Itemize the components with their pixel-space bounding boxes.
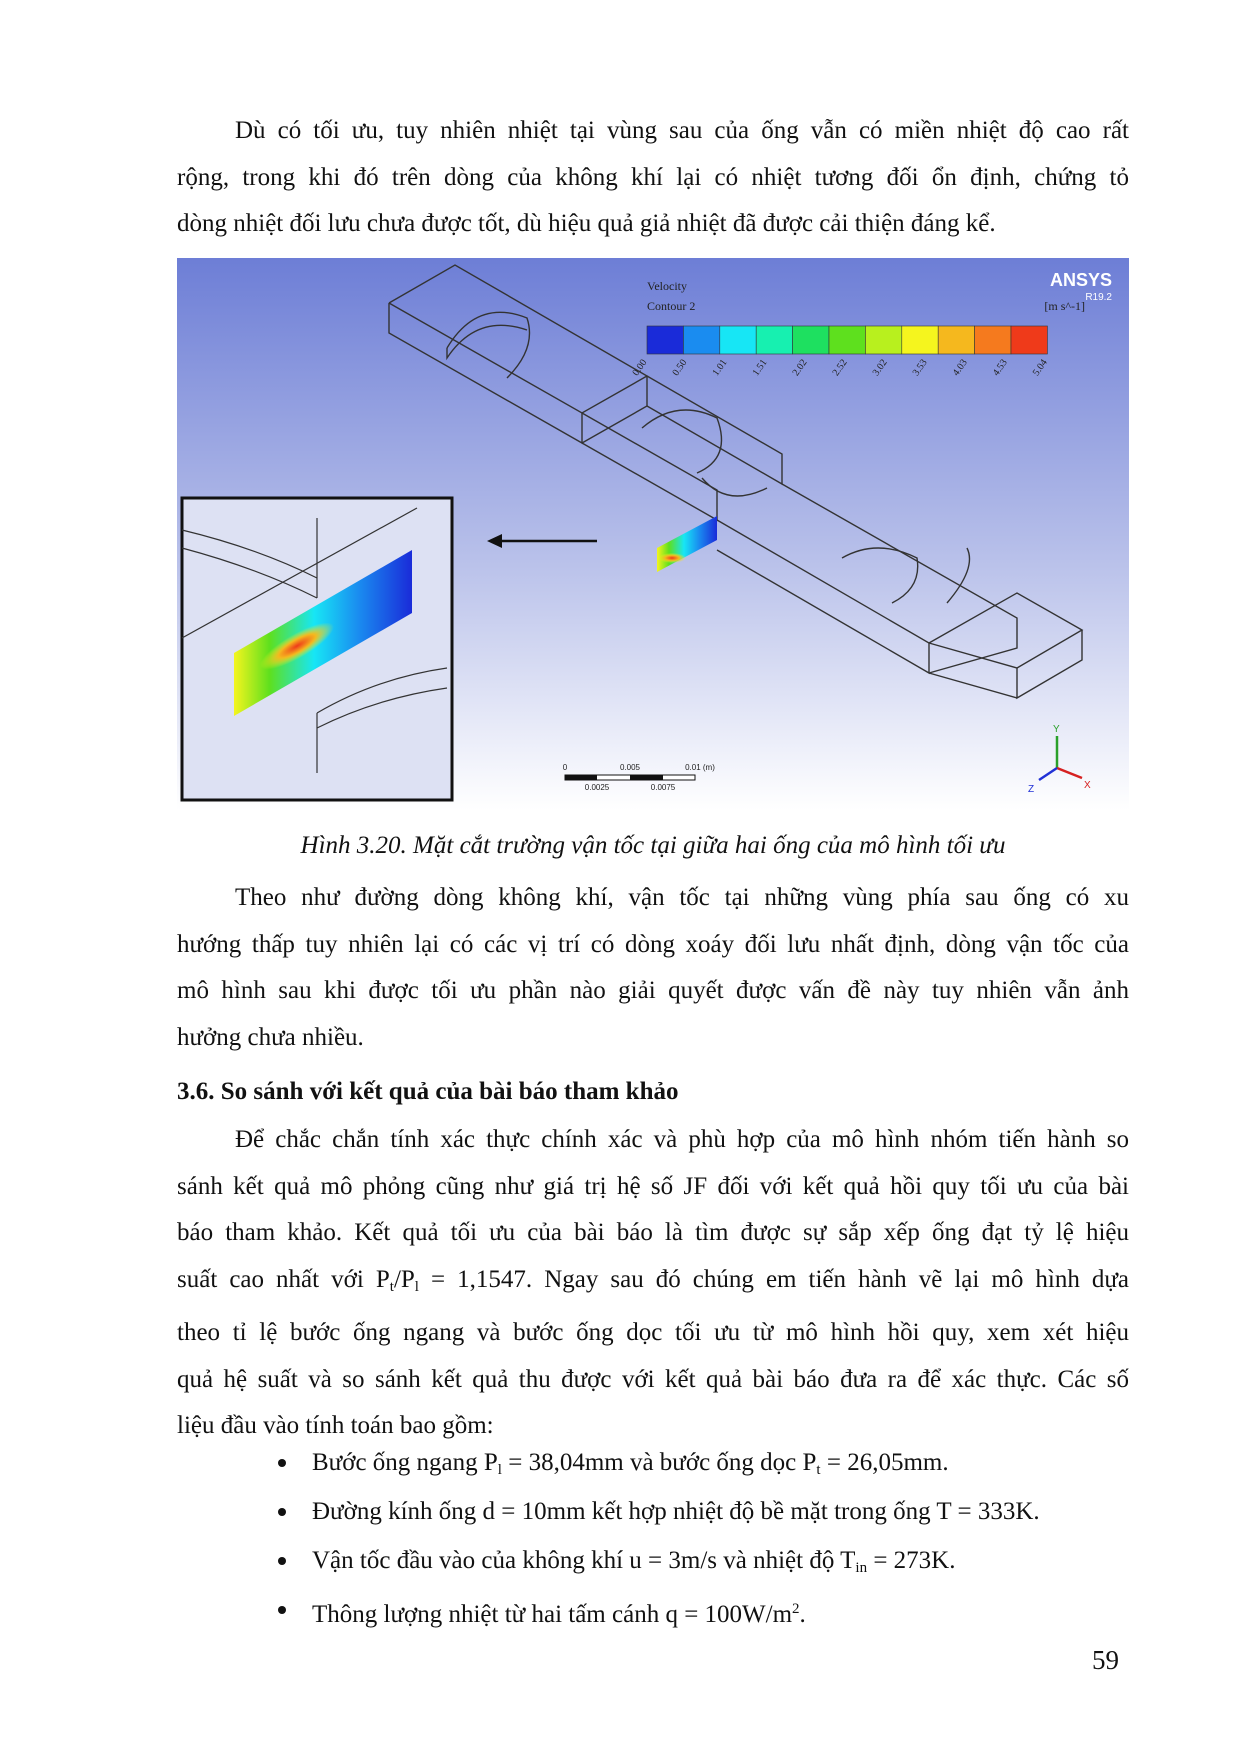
bullet-icon [278, 1606, 286, 1614]
scale-tick: 0.0025 [584, 783, 610, 792]
scale-tick: 0 [562, 763, 568, 772]
list-item [177, 1487, 1129, 1536]
paragraph-3-line: theo tỉ lệ bước ống ngang và bước ống dọc tối ưu từ mô hình hồi quy, xem xét hiệu [177, 1319, 1129, 1346]
paragraph-3-line: sánh kết quả mô phỏng cũng như giá trị hệ số JF đối với kết quả hồi quy tối ưu của bài [177, 1172, 1129, 1200]
colorbar-swatch [793, 326, 829, 354]
text-run: /P [393, 1265, 415, 1293]
paragraph-3-line: liệu đầu vào tính toán bao gồm: [177, 1412, 494, 1439]
colorbar-tick-label: 2.02 [790, 357, 810, 379]
bullet-icon [278, 1459, 286, 1467]
paragraph-2-line: hưởng chưa nhiều. [177, 1023, 364, 1051]
text-run: Vận tốc đầu vào của không khí u = 3m/s và nhiệt độ T [312, 1547, 856, 1574]
legend-title: Velocity [647, 279, 687, 293]
input-parameter-list [177, 1438, 1129, 1634]
colorbar-tick-label: 3.02 [870, 357, 890, 379]
colorbar-swatch [683, 326, 719, 354]
colorbar-swatch [720, 326, 756, 354]
paragraph-1 [177, 108, 1129, 248]
colorbar-swatch [865, 326, 901, 354]
paragraph-1-line: dòng nhiệt đối lưu chưa được tốt, dù hiệu quả giả nhiệt đã được cải thiện đáng kể. [177, 210, 996, 237]
scale-tick: 0.0075 [650, 783, 676, 792]
text-run: . [799, 1601, 806, 1628]
text-run: Thông lượng nhiệt từ hai tấm cánh q = 100W/m [312, 1601, 793, 1628]
figure-caption: Hình 3.20. Mặt cắt trường vận tốc tại giữa hai ống của mô hình tối ưu [300, 832, 1006, 859]
paragraph-2-line: hướng thấp tuy nhiên lại có các vị trí có dòng xoáy đối lưu nhất định, dòng vận tốc của [177, 930, 1129, 958]
paragraph-3 [177, 1117, 1129, 1450]
colorbar-tick-label: 2.52 [830, 357, 850, 379]
colorbar-tick-label: 3.53 [910, 357, 930, 379]
bullet-icon [278, 1557, 286, 1565]
section-heading: 3.6. So sánh với kết quả của bài báo tham khảo [177, 1078, 679, 1105]
axis-label-z: Z [1028, 784, 1035, 795]
colorbar-swatch [647, 326, 683, 354]
colorbar-tick-label: 5.04 [1030, 357, 1050, 379]
zoom-inset [182, 498, 452, 800]
colorbar-swatch [829, 326, 865, 354]
colorbar-swatch [756, 326, 792, 354]
axis-label-x: X [1084, 780, 1091, 791]
colorbar [647, 326, 1047, 354]
paragraph-2 [177, 875, 1129, 1061]
subscript: l [497, 1462, 502, 1478]
colorbar-swatch [938, 326, 974, 354]
subscript: in [855, 1560, 868, 1576]
paragraph-3-line: Để chắc chắn tính xác thực chính xác và phù hợp của mô hình nhóm tiến hành so [235, 1126, 1129, 1153]
paragraph-2-line: mô hình sau khi được tối ưu phần nào giải quyết được vấn đề này tuy nhiên vẫn ảnh [177, 977, 1129, 1004]
scale-tick: 0.005 [619, 763, 641, 772]
text-run: Đường kính ống d = 10mm kết hợp nhiệt độ bề mặt trong ống T = 333K. [312, 1498, 1040, 1525]
colorbar-tick-label: 0.50 [670, 357, 690, 379]
paragraph-3-line [177, 1257, 1129, 1311]
subscript: t [389, 1278, 394, 1295]
text-run: = 1,1547. Ngay sau đó chúng em tiến hành vẽ lại mô hình dựa [418, 1265, 1130, 1293]
colorbar-swatch [1011, 326, 1047, 354]
subscript: t [816, 1462, 821, 1478]
paragraph-2-line: Theo như đường dòng không khí, vận tốc tại những vùng phía sau ống có xu [235, 884, 1129, 911]
colorbar-tick-label: 0.00 [630, 357, 650, 379]
text-run: = 26,05mm. [820, 1449, 949, 1476]
colorbar-tick-label: 1.51 [750, 357, 770, 379]
list-item [177, 1438, 1129, 1487]
colorbar-swatch [902, 326, 938, 354]
axis-label-y: Y [1053, 724, 1060, 735]
text-run: suất cao nhất với P [177, 1265, 390, 1293]
bullet-icon [278, 1508, 286, 1516]
paragraph-1-line: Dù có tối ưu, tuy nhiên nhiệt tại vùng sau của ống vẫn có miền nhiệt độ cao rất [235, 117, 1129, 144]
list-item [177, 1585, 1129, 1634]
legend-subtitle: Contour 2 [647, 299, 696, 313]
paragraph-3-line: quả hệ suất và so sánh kết quả thu được với kết quả bài báo đưa ra để xác thực. Các số [177, 1365, 1129, 1393]
ansys-version: R19.2 [1085, 292, 1112, 303]
colorbar-swatch [975, 326, 1011, 354]
text-run: = 273K. [867, 1547, 956, 1574]
legend-unit: [m s^-1] [1044, 299, 1085, 313]
velocity-contour-figure [177, 258, 1129, 810]
paragraph-3-line: báo tham khảo. Kết quả tối ưu của bài báo là tìm được sự sắp xếp ống đạt tỷ lệ hiệu [177, 1219, 1129, 1246]
text-run: = 38,04mm và bước ống dọc P [501, 1449, 817, 1476]
scale-tick: 0.01 (m) [685, 763, 715, 772]
text-run: Bước ống ngang P [312, 1449, 498, 1476]
colorbar-tick-label: 1.01 [710, 357, 730, 379]
list-item [177, 1536, 1129, 1585]
paragraph-1-line: rộng, trong khi đó trên dòng của không khí lại có nhiệt tương đối ổn định, chứng tỏ [177, 163, 1129, 191]
colorbar-tick-label: 4.53 [990, 357, 1010, 379]
ansys-logo: ANSYS [1049, 270, 1112, 290]
colorbar-tick-label: 4.03 [950, 357, 970, 379]
velocity-hotspot [658, 553, 686, 563]
subscript: l [414, 1278, 419, 1295]
page-number: 59 [1092, 1645, 1119, 1675]
superscript: 2 [792, 1601, 800, 1617]
